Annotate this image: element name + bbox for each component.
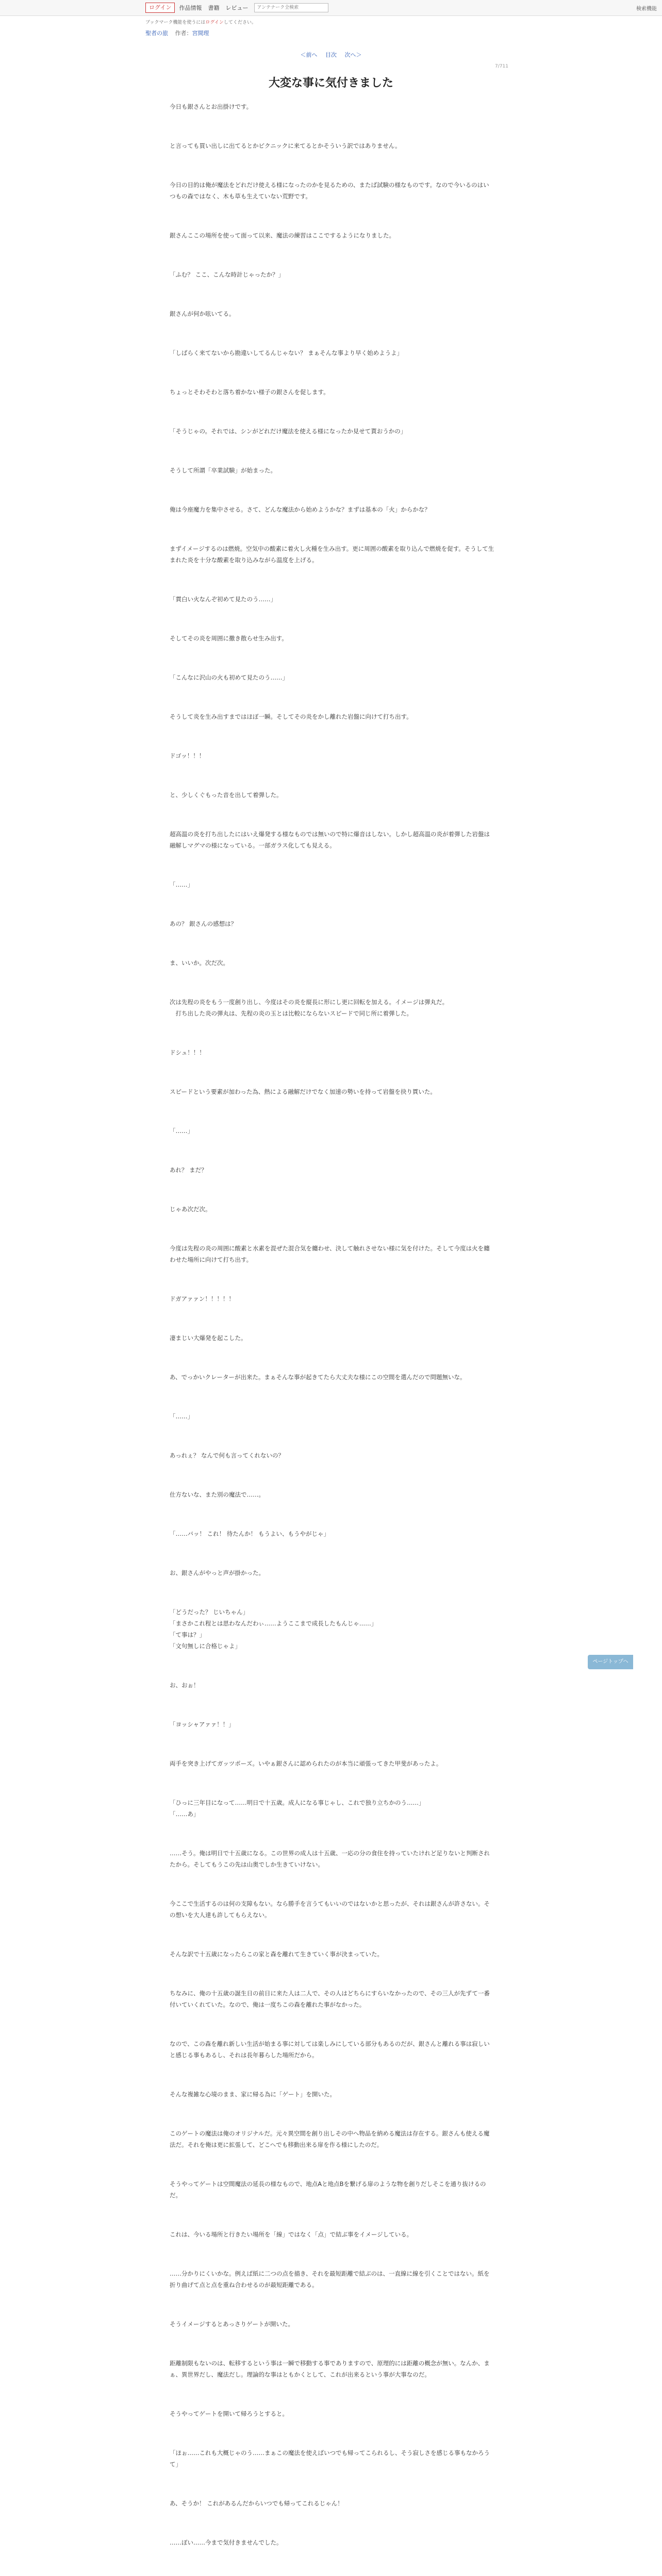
paragraph-gap: [170, 289, 494, 300]
paragraph: 「ほぉ……これも大概じゃのう……まぁこの魔法を使えばいつでも帰ってこられるし、そう寂しさを感じる事もなかろうて」: [170, 2449, 490, 2468]
paragraph: あの？ 銀さんの感想は？: [170, 920, 237, 927]
paragraph-gap: [170, 406, 494, 417]
notice-login-link[interactable]: ログイン: [205, 20, 224, 25]
paragraph: 次は先程の炎をもう一度創り出し、今度はその炎を縦長に形にし更に回転を加える。イメージは弾丸だ。 打ち出した炎の弾丸は、先程の炎の玉とは比較にならないスピードで同じ所に着弾した。: [170, 998, 449, 1017]
paragraph-gap: [170, 2248, 494, 2260]
paragraph-gap: [170, 1184, 494, 1195]
paragraph-gap: [170, 2159, 494, 2170]
paragraph-gap: [170, 1313, 494, 1324]
paragraph: お、おぉ！: [170, 1682, 200, 1689]
paragraph-gap: [170, 1145, 494, 1156]
paragraph-gap: [170, 1066, 494, 1078]
paragraph-gap: [170, 484, 494, 496]
paragraph: 銀さんここの場所を使って面って以来、魔法の練習はここでするようになりました。: [170, 232, 395, 239]
paragraph-gap: [170, 2517, 494, 2529]
paragraph: そうして所謂「卒業試験」が始まった。: [170, 467, 276, 474]
top-nav-bar: [0, 0, 662, 16]
nav-link-works[interactable]: 作品情報: [179, 5, 202, 11]
paragraph-gap: [170, 613, 494, 624]
login-button[interactable]: ログイン: [145, 3, 175, 13]
paragraph-gap: [170, 809, 494, 820]
paragraph: 「ヨッシャアァァ！！」: [170, 1721, 235, 1728]
search-input[interactable]: [254, 3, 328, 12]
paragraph-gap: [170, 2209, 494, 2221]
paragraph-gap: [170, 1027, 494, 1039]
paragraph-gap: [170, 1391, 494, 1402]
novel-body: [170, 101, 494, 2576]
paragraph: そうやってゲートを開いて帰ろうとすると。: [170, 2410, 288, 2417]
paragraph-gap: [170, 210, 494, 222]
paragraph: あっれぇ？ なんで何も言ってくれないの？: [170, 1452, 285, 1459]
notice-suffix: してください。: [223, 20, 256, 25]
paragraph-gap: [170, 2478, 494, 2489]
paragraph-gap: [170, 1274, 494, 1285]
paragraph: スピードという要素が加わった為、熱による融解だけでなく加速の勢いを持って岩盤を抉り貫いた。: [170, 1088, 436, 1095]
paragraph-gap: [170, 2388, 494, 2400]
paragraph-gap: [170, 1968, 494, 1979]
author-link[interactable]: 宮間理: [192, 30, 209, 37]
page-number: 7/711: [495, 64, 508, 69]
paragraph: あ、でっかいクレーターが出来た。まぁそんな事が起きてたら大丈夫な様にこの空間を選んだので問題無いな。: [170, 1374, 466, 1381]
pager-top: [0, 50, 662, 59]
paragraph-gap: [170, 2069, 494, 2080]
paragraph-gap: [170, 1699, 494, 1710]
search-function-link[interactable]: 検索機能: [636, 6, 657, 12]
paragraph: ……そう。俺は明日で十五歳になる。この世界の成人は十五歳、一応の分の食住を持っていたけれど足りないと判断されたから。そしてもうこの先は山奥でしか生きていけない。: [170, 1850, 490, 1868]
paragraph-gap: [170, 1828, 494, 1839]
paragraph: ちょっとそわそわと落ち着かない様子の銀さんを促します。: [170, 388, 329, 396]
paragraph-gap: [170, 691, 494, 703]
paragraph: と言っても買い出しに出てるとかピクニックに来てるとかそういう訳ではありません。: [170, 142, 401, 149]
paragraph: 今日も銀さんとお出掛けです。: [170, 103, 253, 110]
paragraph-gap: [170, 523, 494, 535]
paragraph-gap: [170, 1587, 494, 1598]
episode-title: 大変な事に気付きました: [268, 77, 393, 90]
paragraph-gap: [170, 1106, 494, 1117]
paragraph-gap: [170, 899, 494, 910]
paragraph-gap: [170, 977, 494, 988]
paragraph-gap: [170, 2299, 494, 2310]
paragraph-gap: [170, 938, 494, 949]
paragraph-gap: [170, 1878, 494, 1890]
paragraph: そしてその炎を周囲に撒き散らせ生み出す。: [170, 635, 288, 642]
paragraph: お、銀さんがやっと声が掛かった。: [170, 1569, 264, 1577]
paragraph: あ、そうか！ これがあるんだからいつでも帰ってこれるじゃん！: [170, 2500, 343, 2507]
paragraph: ドゴッ！！！: [170, 752, 205, 759]
nav-link-books[interactable]: 書籍: [208, 5, 220, 11]
paragraph: 「どうだった？ じいちゃん」 「まさかこれ程とは思わなんだわぃ……ようここまで成長したもんじゃ……」 「て事は？」 「文句無しに合格じゃよ」: [170, 1608, 377, 1650]
paragraph-gap: [170, 1777, 494, 1789]
paragraph: 凄まじい大爆発を起こした。: [170, 1334, 247, 1342]
paragraph: 「そうじゃの。それでは、シンがどれだけ魔法を使える様になったか見せて貰おうかの」: [170, 428, 407, 435]
paragraph: 超高温の炎を打ち出したにはいえ爆発する様なものでは無いので特に爆音はしない。しかし超高温の炎が着弾した岩盤は融解しマグマの様になっている。一部ガラス化しても見える。: [170, 831, 490, 849]
paragraph-gap: [170, 1352, 494, 1363]
paragraph: まずイメージするのは燃焼。空気中の酸素に着火し火種を生み出す。更に周囲の酸素を取り込んで燃焼を促す。そうして生まれた炎を十分な酸素を取り込みながら温度を上げる。: [170, 545, 494, 564]
paragraph-gap: [170, 249, 494, 261]
paragraph: あれ？ まだ？: [170, 1166, 207, 1174]
paragraph: 「しばらく来てないから勘違いしてるんじゃない？ まぁそんな事より早く始めようよ」: [170, 349, 403, 357]
paragraph-gap: [170, 859, 494, 871]
paragraph: そんな複雑な心境のまま、家に帰る為に「ゲート」を開いた。: [170, 2091, 336, 2098]
paragraph: じゃあ次だ次。: [170, 1206, 211, 1213]
paragraph: 「……」: [170, 1127, 193, 1134]
next-link[interactable]: 次へ＞: [344, 52, 362, 58]
paragraph: 「……」: [170, 881, 193, 888]
paragraph: 「……バッ！ これ！ 待たんか！ もうよい、もうやがじゃ」: [170, 1530, 329, 1537]
top-nav-inner: [145, 2, 328, 13]
paragraph: これは、今いる場所と行きたい場所を「線」ではなく「点」で結ぶ事をイメージしている。: [170, 2231, 413, 2238]
paragraph-gap: [170, 445, 494, 456]
paragraph: 今日の目的は俺が魔法をどれだけ使える様になったのかを見るための、またば試験の様なものです。なので今いるのはいつもの森ではなく、木も草も生えていない荒野です。: [170, 181, 489, 200]
work-meta: [145, 29, 209, 37]
prev-link[interactable]: ＜前へ: [300, 52, 318, 58]
paragraph: 今ここで生活するのは何の支障もない。なら勝手を言うてもいいのではないかと思ったが、それは銀さんが許さない。その想いを大人達も許してもらえない。: [170, 1900, 490, 1919]
paragraph-gap: [170, 2108, 494, 2120]
paragraph: ……分かりにくいかな。例えば紙に二つの点を描き、それを最短距離で結ぶのは、一直線に線を引くことではない。紙を折り曲げて点と点を重ね合わせるのが最短距離である。: [170, 2270, 490, 2289]
paragraph: そうして炎を生み出すまではほぼ一瞬。そしてその炎をかし離れた岩盤に向けて打ち出す。: [170, 713, 412, 720]
paragraph: 「……」: [170, 1413, 193, 1420]
paragraph: なので、この森を離れ新しい生活が始まる事に対しては楽しみにしている部分もあるのだが、銀さんと離れる事は寂しいと感じる事もあるし、それは長年暮らした場所だから。: [170, 2040, 490, 2059]
paragraph-gap: [170, 1469, 494, 1481]
paragraph: 仕方ないな、また別の魔法で……。: [170, 1491, 264, 1498]
paragraph: 両手を突き上げてガッツポーズ。いやぁ銀さんに認められたのが本当に頑張ってきた甲斐があったよ。: [170, 1760, 442, 1767]
paragraph-gap: [170, 1660, 494, 1671]
nav-link-reviews[interactable]: レビュー: [225, 5, 249, 11]
paragraph-gap: [170, 652, 494, 664]
paragraph-gap: [170, 328, 494, 339]
paragraph-gap: [170, 2556, 494, 2568]
toc-link[interactable]: 目次: [325, 52, 337, 58]
paragraph-gap: [170, 121, 494, 132]
paragraph: 「貫白い火なんぞ初めて見たのう……」: [170, 596, 276, 603]
paragraph: ドガアァァン！！！！！: [170, 1295, 235, 1302]
paragraph: ……ぼい……今まで気付きませんでした。: [170, 2539, 283, 2546]
paragraph: 俺は今座魔力を集中させる。さて、どんな魔法から始めようかな？まずは基本の「火」からかな？: [170, 506, 431, 513]
paragraph-gap: [170, 160, 494, 171]
paragraph-gap: [170, 367, 494, 378]
series-link[interactable]: 聖者の旅: [145, 30, 168, 37]
paragraph-gap: [170, 731, 494, 742]
paragraph-gap: [170, 2019, 494, 2030]
paragraph-gap: [170, 1738, 494, 1750]
paragraph: ま、いいか。次だ次。: [170, 959, 229, 967]
paragraph: 「こんなに沢山の火も初めて見たのう……」: [170, 674, 288, 681]
paragraph: そうやってゲートは空間魔法の延長の様なもので、地点Aと地点Bを繋げる扉のような物を創りだしそこを通り抜けるのだ。: [170, 2180, 486, 2199]
paragraph: このゲートの魔法は俺のオリジナルだ。元々異空間を創り出しその中へ物品を納める魔法は存在する。銀さんも使える魔法だ。それを俺は更に拡張して、どこへでも移動出来る扉を作る様にしたのだ。: [170, 2130, 490, 2148]
paragraph-gap: [170, 1430, 494, 1442]
paragraph: ドシュ！！！: [170, 1049, 205, 1056]
author-label: 作者：: [175, 30, 192, 37]
paragraph: そうイメージするとあっさりゲートが開いた。: [170, 2320, 294, 2328]
paragraph: 距離制限もないのは、転移するという事は一瞬で移動する事でありますので、原理的には距離の概念が無い。なんか、まぁ、異世界だし、魔法だし。理論的な事はともかくとして、これが出来るという事が大事なのだ。: [170, 2360, 490, 2378]
paragraph: ちなみに、俺の十五歳の誕生日の前日に来た人は二人で、その人はどちらにすらいなかったので、その三人が先ずて一番付いていくれていた。なので、俺は一度ちこの森を離れた事がなかった。: [170, 1990, 490, 2008]
paragraph: と、少しくぐもった音を出して着弾した。: [170, 791, 283, 799]
paragraph: 今度は先程の炎の周囲に酸素と水素を混ぜた混合気を纏わせ、決して触れさせない様に気を付けた。そして今度は火を纏わせた場所に向けて打ち出す。: [170, 1245, 490, 1263]
paragraph-gap: [170, 770, 494, 781]
paragraph-gap: [170, 1223, 494, 1234]
paragraph-gap: [170, 574, 494, 585]
paragraph-gap: [170, 1509, 494, 1520]
paragraph: 「ふむ？ ここ、こんな時計じゃったか？」: [170, 271, 285, 278]
paragraph-gap: [170, 1548, 494, 1559]
paragraph-gap: [170, 2428, 494, 2439]
bookmark-notice: [145, 19, 256, 25]
paragraph: 「ひっに三年目になって……明日で十五歳。成人になる事じゃし、これで独り立ちかのう……」 「……あ」: [170, 1799, 425, 1818]
notice-prefix: ブックマーク機能を使うには: [145, 20, 206, 25]
paragraph-gap: [170, 1929, 494, 1940]
paragraph: 銀さんが何か呟いてる。: [170, 310, 235, 317]
paragraph-gap: [170, 2338, 494, 2349]
page-top-button[interactable]: ページトップへ: [588, 1655, 633, 1669]
paragraph: そんな訳で十五歳になったらこの家と森を離れて生きていく事が決まっていた。: [170, 1951, 383, 1958]
